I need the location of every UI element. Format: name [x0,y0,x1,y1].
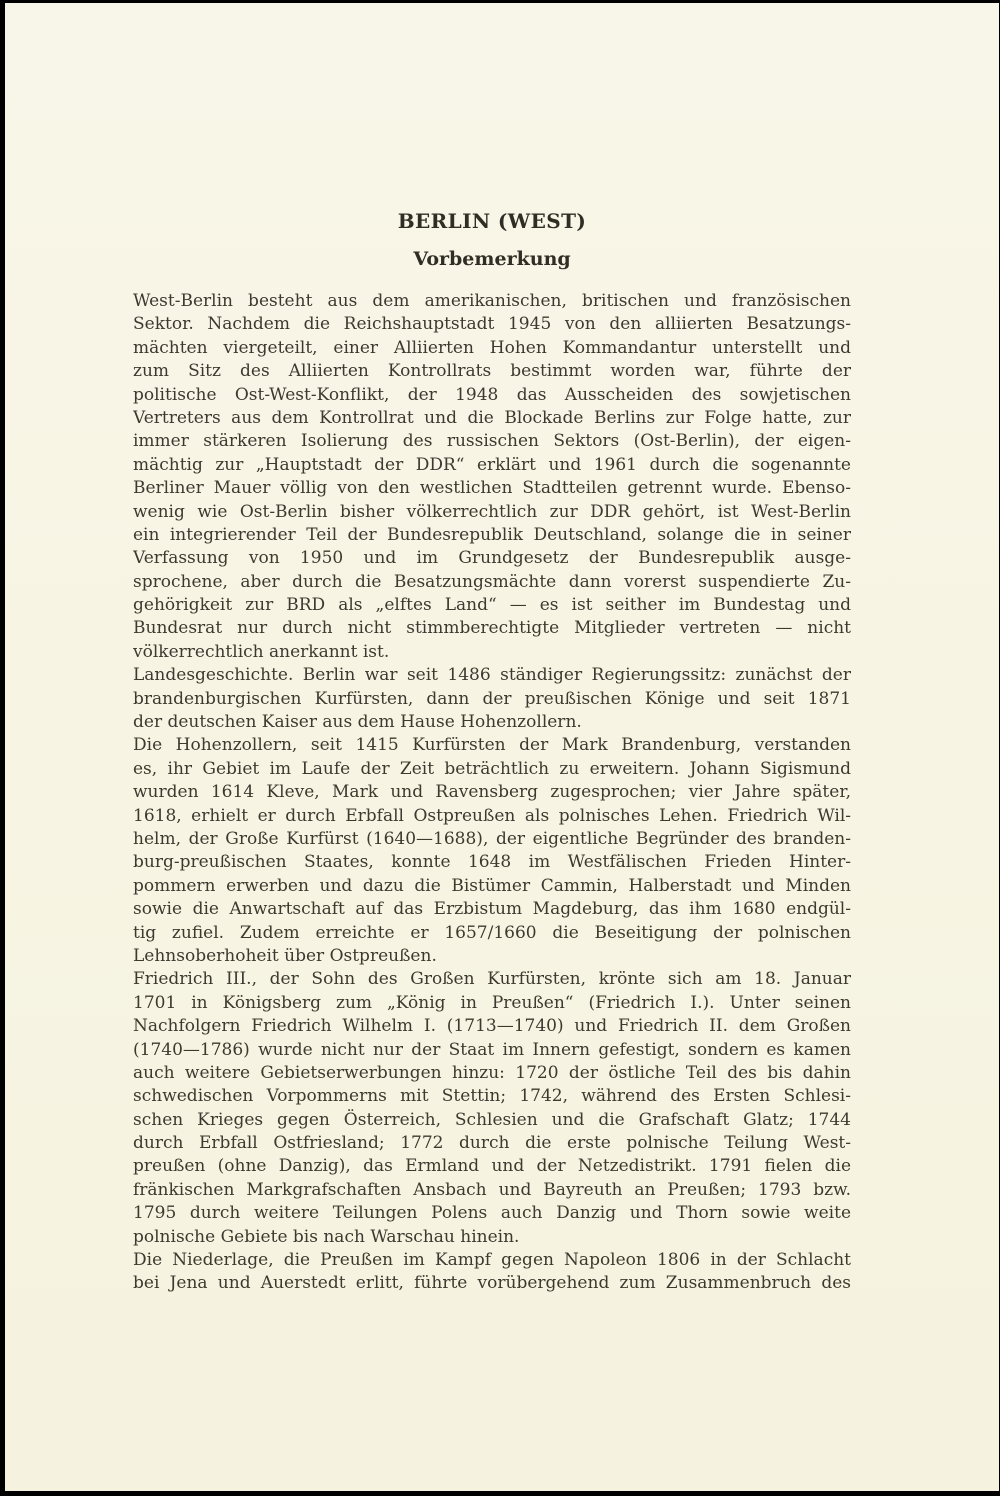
text-line: durch Erbfall Ostfriesland; 1772 durch die erste polnische Teilung West- [133,1133,851,1154]
text-line: Vertreters aus dem Kontrollrat und die Blockade Berlins zur Folge hatte, zur [133,407,851,428]
text-line: Bundesrat nur durch nicht stimmberechtigte Mitglieder vertreten — nicht [133,618,851,639]
text-line: Sektor. Nachdem die Reichshauptstadt 1945 von den alliierten Besatzungs- [133,314,851,335]
text-line: ein integrierender Teil der Bundesrepublik Deutschland, solange die in seiner [133,524,851,545]
text-line: mächten viergeteilt, einer Alliierten Hohen Kommandantur unterstellt und [133,337,851,358]
paragraph [133,734,851,968]
text-line: schwedischen Vorpommerns mit Stettin; 1742, während des Ersten Schlesi- [133,1086,851,1107]
text-line: schen Krieges gegen Österreich, Schlesien und die Grafschaft Glatz; 1744 [133,1109,851,1130]
text-line: wurden 1614 Kleve, Mark und Ravensberg zugesprochen; vier Jahre später, [133,782,851,803]
text-line: preußen (ohne Danzig), das Ermland und der Netzedistrikt. 1791 fielen die [133,1156,851,1177]
page-title: BERLIN (WEST) [397,209,587,233]
text-line: Berliner Mauer völlig von den westlichen Stadtteilen getrennt wurde. Ebenso- [133,478,851,499]
section-heading: Vorbemerkung [413,248,571,270]
text-line: Die Hohenzollern, seit 1415 Kurfürsten der Mark Brandenburg, verstanden [133,735,851,756]
text-line: (1740—1786) wurde nicht nur der Staat im Innern gefestigt, sondern es kamen [133,1039,851,1060]
text-line: Nachfolgern Friedrich Wilhelm I. (1713—1740) und Friedrich II. dem Großen [133,1016,851,1037]
paragraph [133,290,851,664]
paragraph [133,1249,851,1296]
text-line: sowie die Anwartschaft auf das Erzbistum Magdeburg, das ihm 1680 endgül- [133,899,851,920]
text-line: es, ihr Gebiet im Laufe der Zeit beträchtlich zu erweitern. Johann Sigismund [133,758,851,779]
text-line: burg-preußischen Staates, konnte 1648 im Westfälischen Frieden Hinter- [133,852,851,873]
text-line: völkerrechtlich anerkannt ist. [133,641,390,662]
paragraph [133,664,851,734]
paragraph [133,968,851,1249]
text-line: 1795 durch weitere Teilungen Polens auch Danzig und Thorn sowie weite [133,1203,851,1224]
text-line: tig zufiel. Zudem erreichte er 1657/1660 die Beseitigung der polnischen [133,922,851,943]
text-line: West-Berlin besteht aus dem amerikanischen, britischen und französischen [133,291,851,311]
paper [5,3,999,1491]
text-line: bei Jena und Auerstedt erlitt, führte vorübergehend zum Zusammenbruch des [133,1273,851,1294]
text-line: sprochene, aber durch die Besatzungsmächte dann vorerst suspendierte Zu- [133,571,851,592]
text-line: Friedrich III., der Sohn des Großen Kurfürsten, krönte sich am 18. Januar [133,969,851,990]
text-line: auch weitere Gebietserwerbungen hinzu: 1720 der östliche Teil des bis dahin [133,1062,851,1083]
text-line: helm, der Große Kurfürst (1640—1688), der eigentliche Begründer des branden- [133,828,851,849]
text-line: fränkischen Markgrafschaften Ansbach und Bayreuth an Preußen; 1793 bzw. [133,1179,851,1200]
text-line: 1618, erhielt er durch Erbfall Ostpreußen als polnisches Lehen. Friedrich Wil- [133,805,851,826]
text-line: polnische Gebiete bis nach Warschau hinein. [133,1226,520,1247]
text-line: pommern erwerben und dazu die Bistümer Cammin, Halberstadt und Minden [133,875,851,896]
text-line: gehörigkeit zur BRD als „elftes Land“ — es ist seither im Bundestag und [133,595,851,616]
text-line: Verfassung von 1950 und im Grundgesetz der Bundesrepublik ausge- [133,548,851,569]
text-line: mächtig zur „Hauptstadt der DDR“ erklärt und 1961 durch die sogenannte [133,454,851,475]
text-line: Die Niederlage, die Preußen im Kampf gegen Napoleon 1806 in der Schlacht [133,1250,851,1271]
body-text [133,290,851,1296]
text-line: immer stärkeren Isolierung des russischen Sektors (Ost-Berlin), der eigen- [133,431,851,452]
text-line: Lehnsoberhoheit über Ostpreußen. [133,945,437,966]
text-line: zum Sitz des Alliierten Kontrollrats bestimmt worden war, führte der [133,361,851,382]
text-line: Landesgeschichte. Berlin war seit 1486 ständiger Regierungssitz: zunächst der [133,665,851,686]
text-line: 1701 in Königsberg zum „König in Preußen“ (Friedrich I.). Unter seinen [133,992,851,1013]
text-line: der deutschen Kaiser aus dem Hause Hohenzollern. [133,712,582,733]
text-line: politische Ost-West-Konflikt, der 1948 das Ausscheiden des sowjetischen [133,384,851,405]
text-line: brandenburgischen Kurfürsten, dann der preußischen Könige und seit 1871 [133,688,851,709]
text-line: wenig wie Ost-Berlin bisher völkerrechtlich zur DDR gehört, ist West-Berlin [133,501,851,522]
